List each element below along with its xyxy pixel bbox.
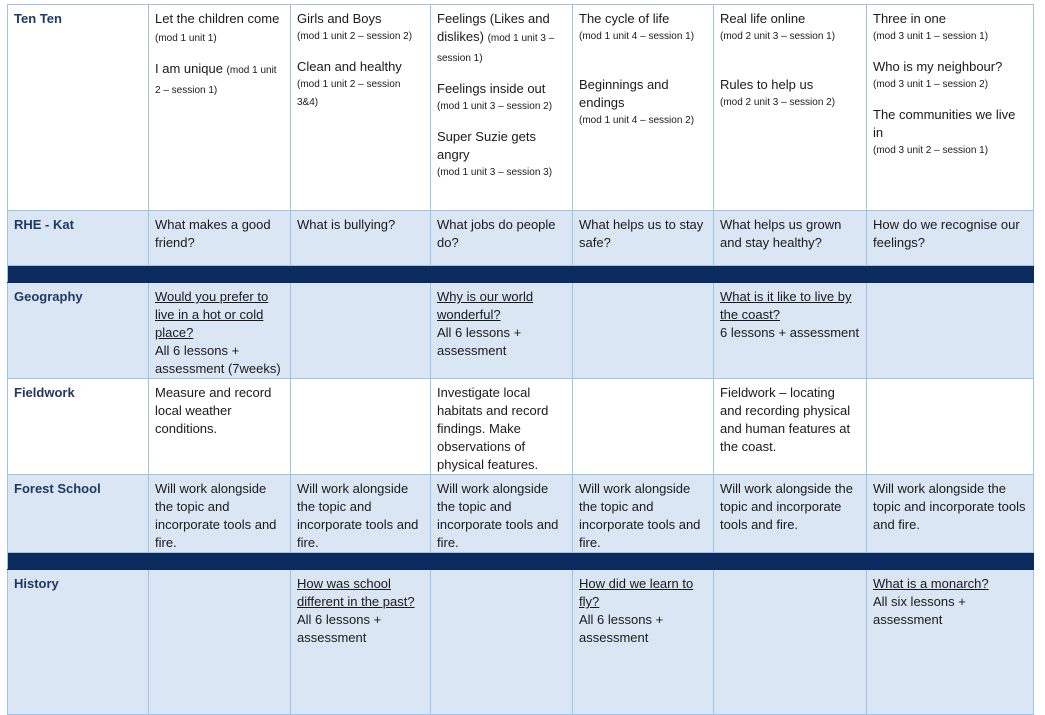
- cell-geography-3: Why is our world wonderful? All 6 lessons + assessment: [431, 283, 573, 379]
- row-rhe: [8, 211, 1034, 266]
- row-label-rhe: RHE - Kat: [8, 211, 149, 266]
- cell-fieldwork-6: [867, 379, 1034, 475]
- cell-ten-ten-2: Girls and Boys (mod 1 unit 2 – session 2) Clean and healthy (mod 1 unit 2 – session 3&4): [291, 5, 431, 211]
- cell-ten-ten-3: Feelings (Likes and dislikes) (mod 1 unit 3 – session 1) Feelings inside out (mod 1 unit 3 – session 2) Super Suzie gets angry (mod 1 unit 3 – session 3): [431, 5, 573, 211]
- cell-geography-2: [291, 283, 431, 379]
- cell-fieldwork-2: [291, 379, 431, 475]
- cell-forest-1: Will work alongside the topic and incorporate tools and fire.: [149, 475, 291, 553]
- cell-history-1: [149, 570, 291, 715]
- cell-forest-6: Will work alongside the topic and incorporate tools and fire.: [867, 475, 1034, 553]
- cell-geography-1: Would you prefer to live in a hot or cold place? All 6 lessons + assessment (7weeks): [149, 283, 291, 379]
- cell-history-4: How did we learn to fly? All 6 lessons + assessment: [573, 570, 714, 715]
- cell-forest-2: Will work alongside the topic and incorporate tools and fire.: [291, 475, 431, 553]
- cell-history-3: [431, 570, 573, 715]
- row-ten-ten: [8, 5, 1034, 211]
- cell-ten-ten-6: Three in one (mod 3 unit 1 – session 1) Who is my neighbour? (mod 3 unit 1 – session 2) The communities we live in (mod 3 unit 2 – session 1): [867, 5, 1034, 211]
- cell-forest-3: Will work alongside the topic and incorporate tools and fire.: [431, 475, 573, 553]
- cell-forest-4: Will work alongside the topic and incorporate tools and fire.: [573, 475, 714, 553]
- divider-bar-2: [8, 553, 1034, 570]
- cell-rhe-3: What jobs do people do?: [431, 211, 573, 266]
- cell-history-2: How was school different in the past? All 6 lessons + assessment: [291, 570, 431, 715]
- row-forest-school: [8, 475, 1034, 553]
- row-geography: [8, 283, 1034, 379]
- cell-fieldwork-5: Fieldwork – locating and recording physical and human features at the coast.: [714, 379, 867, 475]
- cell-rhe-4: What helps us to stay safe?: [573, 211, 714, 266]
- cell-ten-ten-5: Real life online (mod 2 unit 3 – session 1) Rules to help us (mod 2 unit 3 – session 2): [714, 5, 867, 211]
- cell-rhe-2: What is bullying?: [291, 211, 431, 266]
- cell-ten-ten-4: The cycle of life (mod 1 unit 4 – session 1) Beginnings and endings (mod 1 unit 4 – session 2): [573, 5, 714, 211]
- cell-fieldwork-1: Measure and record local weather conditions.: [149, 379, 291, 475]
- cell-history-5: [714, 570, 867, 715]
- cell-history-6: What is a monarch? All six lessons + assessment: [867, 570, 1034, 715]
- cell-geography-4: [573, 283, 714, 379]
- curriculum-table: [7, 4, 1034, 715]
- row-history: [8, 570, 1034, 715]
- cell-rhe-1: What makes a good friend?: [149, 211, 291, 266]
- cell-fieldwork-3: Investigate local habitats and record findings. Make observations of physical features.: [431, 379, 573, 475]
- cell-fieldwork-4: [573, 379, 714, 475]
- row-label-ten-ten: Ten Ten: [8, 5, 149, 211]
- cell-rhe-6: How do we recognise our feelings?: [867, 211, 1034, 266]
- row-label-forest-school: Forest School: [8, 475, 149, 553]
- cell-forest-5: Will work alongside the topic and incorporate tools and fire.: [714, 475, 867, 553]
- cell-ten-ten-1: Let the children come (mod 1 unit 1) I am unique (mod 1 unit 2 – session 1): [149, 5, 291, 211]
- row-label-fieldwork: Fieldwork: [8, 379, 149, 475]
- cell-geography-5: What is it like to live by the coast? 6 lessons + assessment: [714, 283, 867, 379]
- row-fieldwork: [8, 379, 1034, 475]
- cell-geography-6: [867, 283, 1034, 379]
- row-label-history: History: [8, 570, 149, 715]
- divider-bar-1: [8, 266, 1034, 283]
- cell-rhe-5: What helps us grown and stay healthy?: [714, 211, 867, 266]
- row-label-geography: Geography: [8, 283, 149, 379]
